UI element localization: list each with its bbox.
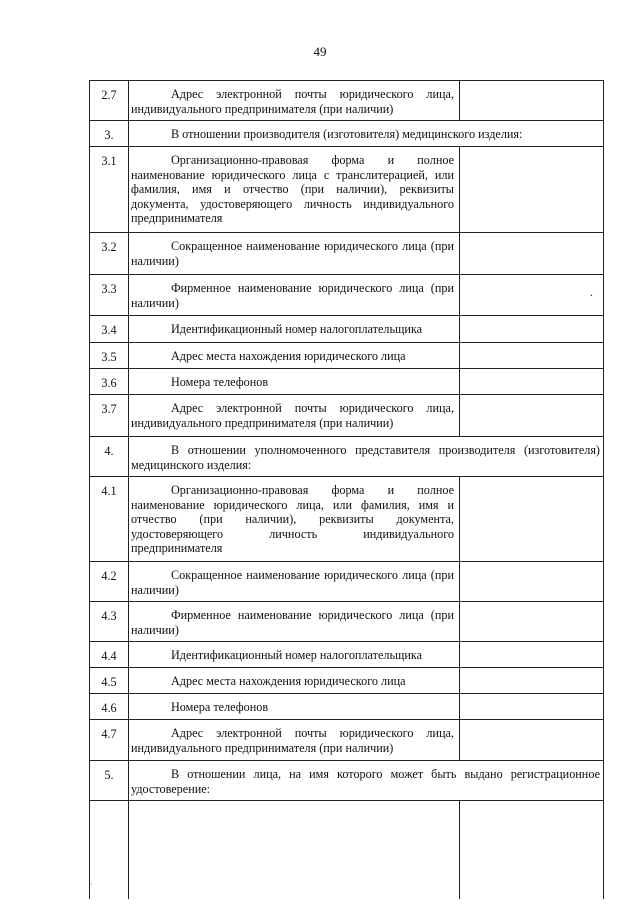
row-number: 3.4 (90, 316, 129, 343)
row-description: Идентификационный номер налогоплательщика (129, 316, 460, 343)
section-row (90, 121, 604, 147)
dot-mark: . (590, 285, 593, 299)
section-row (90, 437, 604, 477)
table-row (90, 668, 604, 694)
row-description: Адрес места нахождения юридического лица (129, 343, 460, 369)
table-row (90, 562, 604, 602)
section-heading: В отношении производителя (изготовителя) медицинского изделия: (129, 121, 604, 147)
row-description: Адрес места нахождения юридического лица (129, 668, 460, 694)
row-description: Фирменное наименование юридического лица (при наличии) (129, 602, 460, 642)
table-row (90, 343, 604, 369)
row-description: Адрес электронной почты юридического лица, индивидуального предпринимателя (при наличии) (129, 395, 460, 437)
row-number: 2.7 (90, 81, 129, 121)
value-cell[interactable] (460, 477, 604, 562)
table-row (90, 275, 604, 316)
footer-mark: · (90, 880, 93, 889)
page-number: 49 (313, 44, 327, 59)
section-heading: В отношении лица, на имя которого может быть выдано регистрационное удостоверение: (129, 761, 604, 801)
table-row (90, 395, 604, 437)
row-description: Фирменное наименование юридического лица (при наличии) (129, 275, 460, 316)
value-cell[interactable] (460, 369, 604, 395)
row-number: 4.7 (90, 720, 129, 761)
row-description: Организационно-правовая форма и полное наименование юридического лица, или фамилия, имя и отчество (при наличии), реквизиты документа, удостоверяющего личность индивидуального предпринимателя (129, 477, 460, 562)
value-cell[interactable] (460, 233, 604, 275)
empty-continuation-row (90, 801, 604, 899)
value-cell[interactable] (460, 694, 604, 720)
value-cell[interactable] (460, 801, 604, 899)
row-number: 4.1 (90, 477, 129, 562)
table-row (90, 316, 604, 343)
row-description: Адрес электронной почты юридического лица, индивидуального предпринимателя (при наличии) (129, 720, 460, 761)
row-number: 4.2 (90, 562, 129, 602)
table-row (90, 642, 604, 668)
row-number: 3.1 (90, 147, 129, 233)
row-description: Идентификационный номер налогоплательщика (129, 642, 460, 668)
row-number: 4.4 (90, 642, 129, 668)
registration-form-table (89, 80, 604, 899)
row-number: 5. (90, 761, 129, 801)
value-cell[interactable] (460, 316, 604, 343)
value-cell[interactable] (460, 81, 604, 121)
value-cell[interactable] (460, 642, 604, 668)
value-cell[interactable] (460, 602, 604, 642)
table-row (90, 602, 604, 642)
row-description: Сокращенное наименование юридического лица (при наличии) (129, 562, 460, 602)
row-number: 3.2 (90, 233, 129, 275)
row-number: 4. (90, 437, 129, 477)
row-number: 4.5 (90, 668, 129, 694)
empty-cell (90, 801, 129, 899)
table-row (90, 81, 604, 121)
table-row (90, 369, 604, 395)
value-cell[interactable] (460, 668, 604, 694)
value-cell[interactable] (460, 343, 604, 369)
table-row (90, 720, 604, 761)
table-row (90, 233, 604, 275)
value-cell[interactable] (460, 720, 604, 761)
row-number: 3.3 (90, 275, 129, 316)
table-row (90, 147, 604, 233)
section-heading: В отношении уполномоченного представителя производителя (изготовителя) медицинского изделия: (129, 437, 604, 477)
row-number: 3.5 (90, 343, 129, 369)
row-number: 3.6 (90, 369, 129, 395)
row-number: 3. (90, 121, 129, 147)
table-row (90, 477, 604, 562)
row-description: Номера телефонов (129, 694, 460, 720)
row-description: Организационно-правовая форма и полное наименование юридического лица с транслитерацией, или фамилия, имя и отчество (при наличии), реквизиты документа, удостоверяющего личность индивидуального предпринимателя (129, 147, 460, 233)
row-number: 3.7 (90, 395, 129, 437)
section-row (90, 761, 604, 801)
value-cell[interactable] (460, 562, 604, 602)
row-description: Сокращенное наименование юридического лица (при наличии) (129, 233, 460, 275)
value-cell[interactable] (460, 275, 604, 316)
value-cell[interactable] (460, 395, 604, 437)
row-number: 4.6 (90, 694, 129, 720)
row-description: Номера телефонов (129, 369, 460, 395)
table-row (90, 694, 604, 720)
row-description: Адрес электронной почты юридического лица, индивидуального предпринимателя (при наличии) (129, 81, 460, 121)
empty-cell (129, 801, 460, 899)
value-cell[interactable] (460, 147, 604, 233)
row-number: 4.3 (90, 602, 129, 642)
